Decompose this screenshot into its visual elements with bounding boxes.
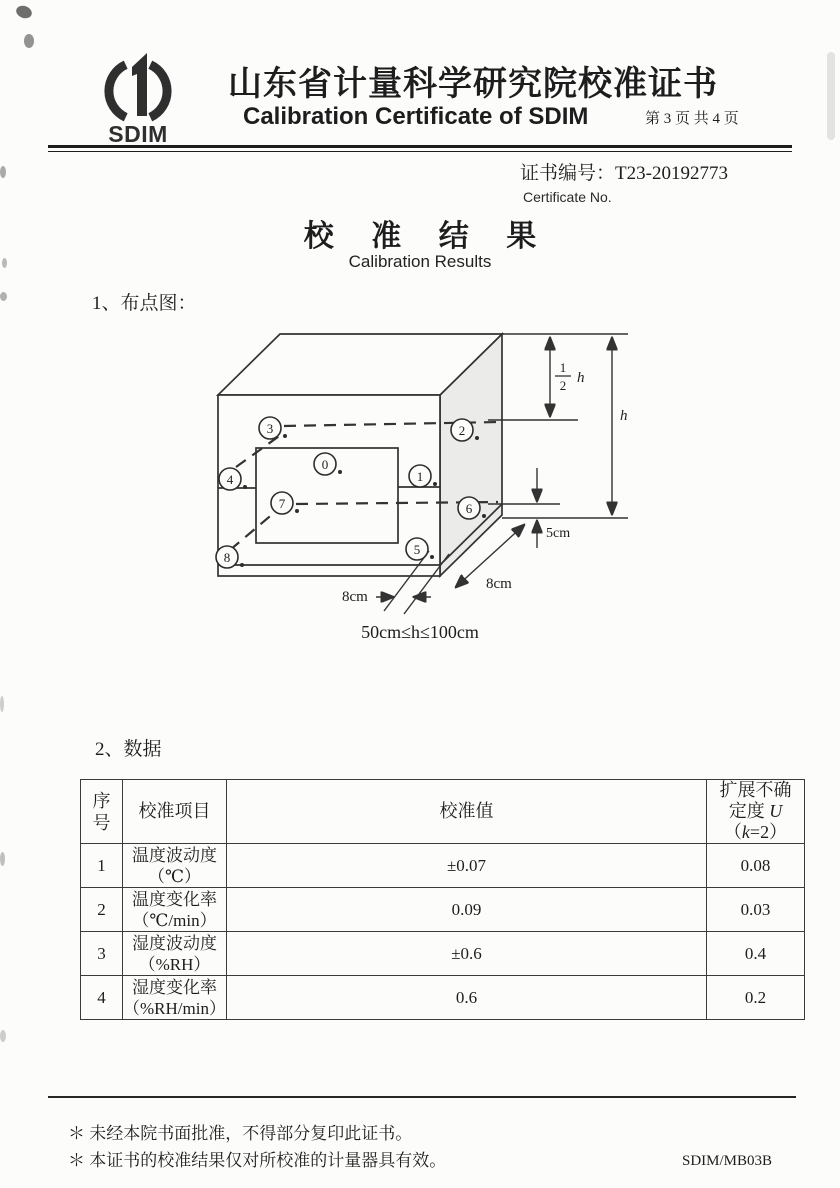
chamber-box [218,334,502,576]
cell-uncertainty: 0.03 [707,888,805,932]
logo-text: SDIM [108,121,168,147]
cell-no: 2 [81,888,123,932]
footer-note-2: ＊ 本证书的校准结果仅对所校准的计量器具有效。 [68,1151,447,1170]
svg-text:6: 6 [465,501,473,516]
scan-artifact [0,852,5,866]
svg-text:3: 3 [266,421,274,436]
section-layout-label: 1、布点图： [92,293,197,314]
col-header-value: 校准值 [227,780,707,844]
svg-text:1: 1 [416,469,424,484]
results-title: 校 准 结 果 [303,220,547,253]
cell-no: 4 [81,976,123,1020]
form-code: SDIM/MB03B [682,1153,773,1169]
cell-item: 湿度变化率 （%RH/min） [123,977,226,1018]
col-header-item: 校准项目 [123,780,227,844]
footer-divider [48,1096,796,1098]
col-header-no: 序号 [81,780,123,844]
scan-artifact [0,166,6,178]
half-h-variable: h [577,370,585,386]
cell-value: 0.09 [227,888,707,932]
cell-value: ±0.6 [227,932,707,976]
unc-line1: 扩展不确 [719,780,792,800]
results-title-en: Calibration Results [348,252,492,271]
page-number: 第 3 页 共 4 页 [645,111,739,127]
logo-left-arc [109,65,126,118]
footer-note-1: ＊ 未经本院书面批准，不得部分复印此证书。 [68,1124,413,1143]
cell-uncertainty: 0.08 [707,844,805,888]
cell-item: 温度波动度 （℃） [123,844,227,888]
unc-var-k: k [741,822,750,842]
svg-text:5: 5 [413,542,421,557]
certificate-number-label: 证书编号： [520,163,616,184]
results-table-container [80,779,805,1020]
height-range-caption: 50cm≤h≤100cm [361,622,479,642]
cell-no: 1 [81,844,123,888]
scan-artifact [0,1030,6,1042]
scan-artifact [827,52,835,140]
scan-artifact [14,4,33,21]
cell-value: ±0.07 [227,844,707,888]
cell-value: 0.6 [227,976,707,1020]
col-header-uncertainty [707,780,805,844]
results-table [80,779,805,1020]
cell-uncertainty: 0.4 [707,932,805,976]
logo-right-arc [150,65,167,118]
placement-diagram [150,318,690,660]
table-row [81,844,805,888]
svg-text:2: 2 [458,423,466,438]
half-h-denominator: 2 [559,378,567,393]
cell-no: 3 [81,932,123,976]
certificate-number-line [520,158,728,185]
unc-var-u: U [769,801,783,821]
dim-8cm-left-label: 8cm [342,589,368,605]
scan-artifact [0,696,4,712]
page-title: 山东省计量科学研究院校准证书 [228,66,718,103]
header-divider [48,145,792,152]
table-row [81,976,805,1020]
certificate-number-label-en: Certificate No. [523,189,612,205]
cell-item: 温度变化率 （℃/min） [123,888,227,932]
table-header-row [81,780,805,844]
unc-line2: 定度 [728,801,770,821]
footer-notes [68,1120,446,1174]
h-label: h [620,408,628,424]
table-row [81,932,805,976]
sdim-logo [76,50,214,148]
section-data-label: 2、数据 [95,739,162,760]
svg-text:4: 4 [226,472,234,487]
svg-text:8: 8 [223,550,231,565]
cell-item: 湿度波动度 （%RH） [123,932,227,976]
certificate-number-value: T23-20192773 [615,163,728,184]
svg-text:7: 7 [278,496,286,511]
scan-artifact [0,292,7,301]
unc-line3-post: =2） [749,822,788,842]
cell-uncertainty: 0.2 [707,976,805,1020]
logo-one-glyph [132,53,147,116]
scan-artifact [24,34,34,48]
unc-line3-pre: （ [723,822,742,842]
svg-text:0: 0 [321,457,329,472]
page-subtitle: Calibration Certificate of SDIM [243,103,589,130]
table-row [81,888,805,932]
dim-5cm-label: 5cm [546,526,571,541]
half-h-numerator: 1 [559,360,567,375]
dim-8cm-right-label: 8cm [486,576,512,592]
